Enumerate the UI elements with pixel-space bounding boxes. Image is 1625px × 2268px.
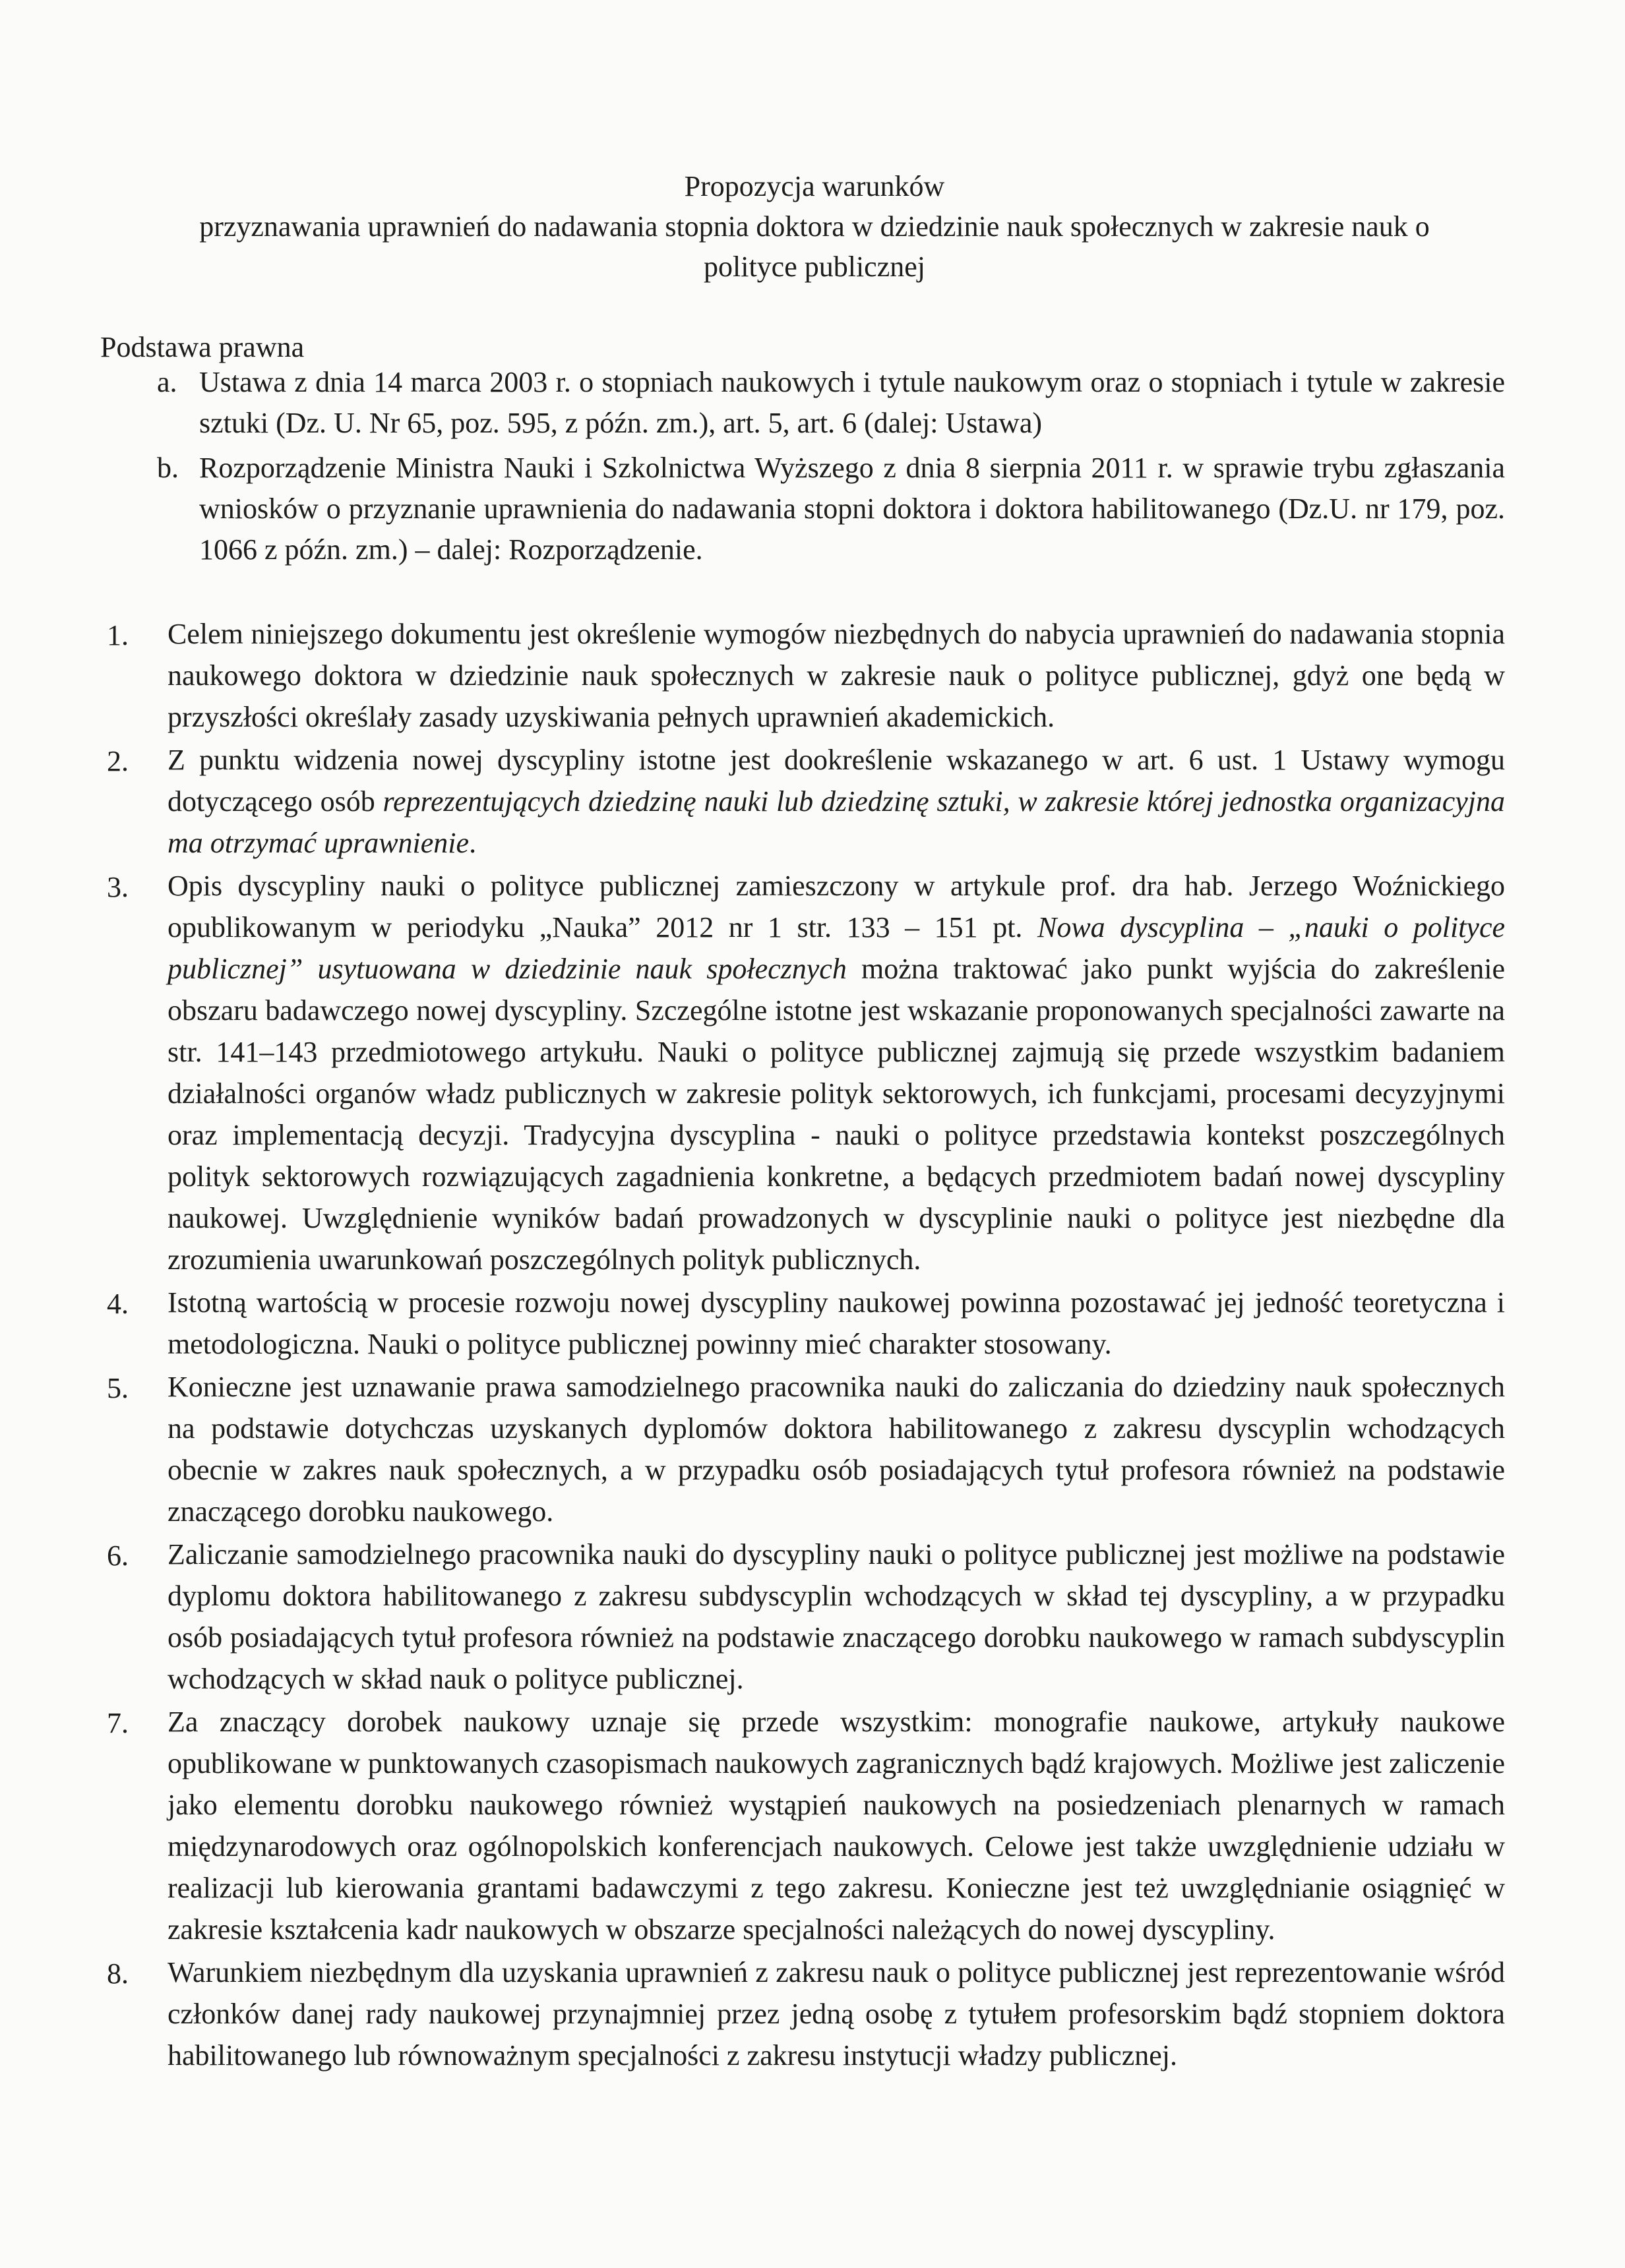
document-title	[59, 166, 1570, 287]
point-number: 4.	[107, 1288, 129, 1320]
point-text: Warunkiem niezbędnym dla uzyskania uprawnień z zakresu nauk o polityce publicznej jest reprezentowanie wśród członków danej rady naukowej przynajmniej przez jedną osobę z tytułem profesorskim bądź stopniem doktora habilitowanego lub równoważnym specjalności z zakresu instytucji władzy publicznej.	[168, 1956, 1505, 2072]
point-text: Zaliczanie samodzielnego pracownika nauki do dyscypliny nauki o polityce publicznej jest możliwe na podstawie dyplomu doktora habilitowanego z zakresu subdyscyplin wchodzących w skład tej dyscypliny, a w przypadku osób posiadających tytuł profesora również na podstawie znaczącego dorobku naukowego w ramach subdyscyplin wchodzących w skład nauk o polityce publicznej.	[168, 1538, 1505, 1695]
point-text-italic: reprezentujących dziedzinę nauki lub dziedzinę sztuki, w zakresie której jednostka organizacyjna ma otrzymać uprawnienie	[168, 785, 1505, 859]
point-text: Istotną wartością w procesie rozwoju nowej dyscypliny naukowej powinna pozostawać jej jedność teoretyczna i metodologiczna. Nauki o polityce publicznej powinny mieć charakter stosowany.	[168, 1286, 1505, 1360]
list-marker: a.	[157, 366, 177, 398]
list-item	[100, 739, 1505, 864]
list-item	[100, 1282, 1505, 1365]
legal-basis-item	[100, 448, 1505, 570]
list-item	[100, 1534, 1505, 1700]
point-text: Celem niniejszego dokumentu jest określenie wymogów niezbędnych do nabycia uprawnień do nadawania stopnia naukowego doktora w dziedzinie nauk społecznych w zakresie nauk o polityce publicznej, gdyż one będą w przyszłości określały zasady uzyskiwania pełnych uprawnień akademickich.	[168, 618, 1505, 733]
title-line-3: polityce publicznej	[704, 251, 925, 283]
legal-basis-text: Ustawa z dnia 14 marca 2003 r. o stopniach naukowych i tytule naukowym oraz o stopniach i tytule w zakresie sztuki (Dz. U. Nr 65, poz. 595, z późn. zm.), art. 5, art. 6 (dalej: Ustawa)	[199, 366, 1505, 439]
point-text: Konieczne jest uznawanie prawa samodzielnego pracownika nauki do zaliczania do dziedziny nauk społecznych na podstawie dotychczas uzyskanych dyplomów doktora habilitowanego z zakresu dyscyplin wchodzących obecnie w zakres nauk społecznych, a w przypadku osób posiadających tytuł profesora również na podstawie znaczącego dorobku naukowego.	[168, 1371, 1505, 1528]
list-marker: b.	[157, 452, 179, 484]
legal-basis-text: Rozporządzenie Ministra Nauki i Szkolnictwa Wyższego z dnia 8 sierpnia 2011 r. w sprawie trybu zgłaszania wniosków o przyznanie uprawnienia do nadawania stopni doktora i doktora habilitowanego (Dz.U. nr 179, poz. 1066 z późn. zm.) – dalej: Rozporządzenie.	[199, 452, 1505, 566]
legal-basis-list	[100, 362, 1505, 574]
point-number: 1.	[107, 619, 129, 651]
list-item	[100, 1952, 1505, 2076]
point-number: 7.	[107, 1707, 129, 1739]
point-text: Za znaczący dorobek naukowy uznaje się przede wszystkim: monografie naukowe, artykuły naukowe opublikowane w punktowanych czasopismach naukowych zagranicznych bądź krajowych. Możliwe jest zaliczenie jako elementu dorobku naukowego również wystąpień naukowych na posiedzeniach plenarnych w ramach międzynarodowych oraz ogólnopolskich konferencjach naukowych. Celowe jest także uwzględnienie udziału w realizacji lub kierowania grantami badawczymi z tego zakresu. Konieczne jest też uwzględnianie osiągnięć w zakresie kształcenia kadr naukowych w obszarze specjalności należących do nowej dyscypliny.	[168, 1706, 1505, 1946]
numbered-points-list	[100, 613, 1505, 2077]
point-text: Z punktu widzenia nowej dyscypliny istotne jest dookreślenie wskazanego w art. 6 ust. 1 Ustawy wymogu dotyczącego osób	[168, 744, 1505, 818]
point-number: 6.	[107, 1539, 129, 1572]
point-text: .	[469, 827, 477, 859]
legal-basis-heading: Podstawa prawna	[100, 331, 305, 363]
title-line-2: przyznawania uprawnień do nadawania stopnia doktora w dziedzinie nauk społecznych w zakresie nauk o	[199, 210, 1430, 243]
point-text: można traktować jako punkt wyjścia do zakreślenie obszaru badawczego nowej dyscypliny. Szczególne istotne jest wskazanie proponowanych specjalności zawarte na str. 141–143 przedmiotowego artykułu. Nauki o polityce publicznej zajmują się przede wszystkim badaniem działalności organów władz publicznych w zakresie polityk sektorowych, ich funkcjami, procesami decyzyjnymi oraz implementacją decyzji. Tradycyjna dyscyplina - nauki o polityce przedstawia kontekst poszczególnych polityk sektorowych rozwiązujących zagadnienia konkretne, a będących przedmiotem badań nowej dyscypliny naukowej. Uwzględnienie wyników badań prowadzonych w dyscyplinie nauki o polityce jest niezbędne dla zrozumienia uwarunkowań poszczególnych polityk publicznych.	[168, 953, 1505, 1276]
list-item	[100, 865, 1505, 1280]
legal-basis-item	[100, 362, 1505, 444]
point-text-italic: Nowa dyscyplina – „nauki o polityce publicznej” usytuowana w dziedzinie nauk społecznych	[168, 911, 1505, 985]
point-number: 3.	[107, 871, 129, 903]
list-item	[100, 613, 1505, 738]
title-line-1: Propozycja warunków	[684, 170, 945, 202]
point-number: 2.	[107, 745, 129, 777]
point-number: 8.	[107, 1957, 129, 1990]
list-item	[100, 1701, 1505, 1950]
point-text: Opis dyscypliny nauki o polityce publicznej zamieszczony w artykule prof. dra hab. Jerzego Woźnickiego opublikowanym w periodyku „Nauka” 2012 nr 1 str. 133 – 151 pt.	[168, 870, 1505, 943]
list-item	[100, 1366, 1505, 1532]
point-number: 5.	[107, 1372, 129, 1404]
